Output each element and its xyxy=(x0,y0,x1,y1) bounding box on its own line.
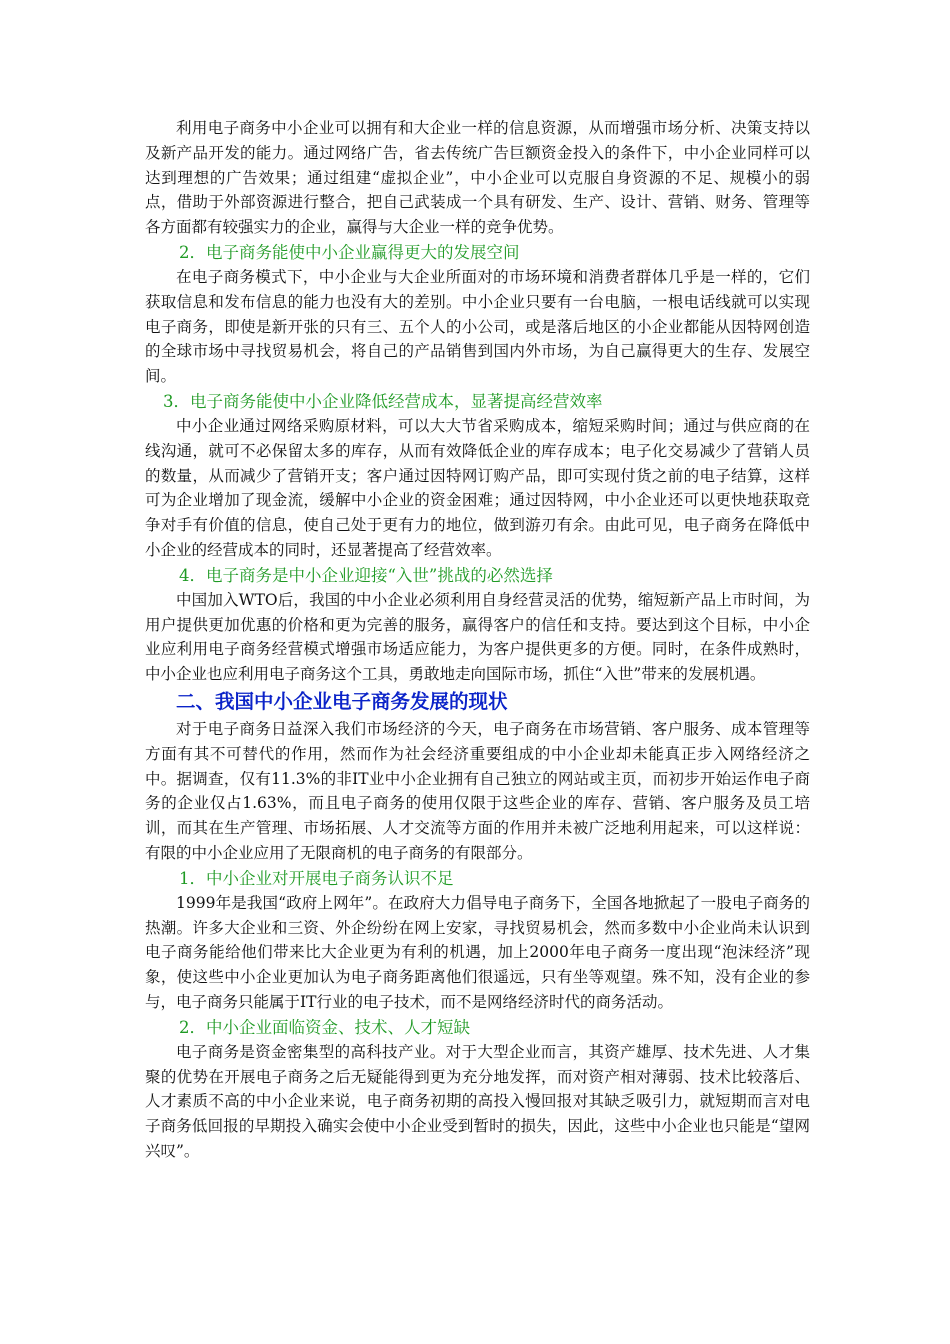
subheading: 3．电子商务能使中小企业降低经营成本，显著提高经营效率 xyxy=(163,391,603,411)
subheading: 2．中小企业面临资金、技术、人才短缺 xyxy=(179,1017,470,1037)
body-paragraph: 电子商务是资金密集型的高科技产业。对于大型企业而言，其资产雄厚、技术先进、人才集聚的优势在开展电子商务之后无疑能得到更为充分地发挥，而对资产相对薄弱、技术比较落后、人才素质不高的中小企业来说，电子商务初期的高投入慢回报对其缺乏吸引力，就短期而言对电子商务低回报的早期投入确实会使中小企业受到暂时的损失，因此，这些中小企业也只能是“望网兴叹”。 xyxy=(145,1042,810,1160)
subheading: 2．电子商务能使中小企业赢得更大的发展空间 xyxy=(179,242,520,262)
body-paragraph: 中小企业通过网络采购原材料，可以大大节省采购成本，缩短采购时间；通过与供应商的在线沟通，就可不必保留太多的库存，从而有效降低企业的库存成本；电子化交易减少了营销人员的数量，从而减少了营销开支；客户通过因特网订购产品，即可实现付货之前的电子结算，这样可为企业增加了现金流，缓解中小企业的资金困难；通过因特网，中小企业还可以更快地获取竞争对手有价值的信息，使自己处于更有力的地位，做到游刃有余。由此可见，电子商务在降低中小企业的经营成本的同时，还显著提高了经营效率。 xyxy=(145,416,810,559)
body-paragraph: 利用电子商务中小企业可以拥有和大企业一样的信息资源，从而增强市场分析、决策支持以及新产品开发的能力。通过网络广告，省去传统广告巨额资金投入的条件下，中小企业同样可以达到理想的广告效果；通过组建“虚拟企业”，中小企业可以克服自身资源的不足、规模小的弱点，借助于外部资源进行整合，把自己武装成一个具有研发、生产、设计、营销、财务、管理等各方面都有较强实力的企业，赢得与大企业一样的竞争优势。 xyxy=(145,119,810,237)
body-paragraph: 1999年是我国“政府上网年”。在政府大力倡导电子商务下，全国各地掀起了一股电子商务的热潮。许多大企业和三资、外企纷纷在网上安家，寻找贸易机会，然而多数中小企业尚未认识到电子商务能给他们带来比大企业更为有利的机遇，加上2000年电子商务一度出现“泡沫经济”现象，使这些中小企业更加认为电子商务距离他们很遥远，只有坐等观望。殊不知，没有企业的参与，电子商务只能属于IT行业的电子技术，而不是网络经济时代的商务活动。 xyxy=(145,893,810,1011)
document-body xyxy=(145,116,810,1164)
body-paragraph: 对于电子商务日益深入我们市场经济的今天，电子商务在市场营销、客户服务、成本管理等方面有其不可替代的作用，然而作为社会经济重要组成的中小企业却未能真正步入网络经济之中。据调查，仅有11.3%的非IT业中小企业拥有自己独立的网站或主页，而初步开始运作电子商务的企业仅占1.63%，而且电子商务的使用仅限于这些企业的库存、营销、客户服务及员工培训，而其在生产管理、市场拓展、人才交流等方面的作用并未被广泛地利用起来，可以这样说：有限的中小企业应用了无限商机的电子商务的有限部分。 xyxy=(145,719,810,862)
subheading: 4．电子商务是中小企业迎接“入世”挑战的必然选择 xyxy=(179,565,553,585)
body-paragraph: 中国加入WTO后，我国的中小企业必须利用自身经营灵活的优势，缩短新产品上市时间，为用户提供更加优惠的价格和更为完善的服务，赢得客户的信任和支持。要达到这个目标，中小企业应利用电子商务经营模式增强市场适应能力，为客户提供更多的方便。同时，在条件成熟时，中小企业也应利用电子商务这个工具，勇敢地走向国际市场，抓住“入世”带来的发展机遇。 xyxy=(145,590,810,684)
subheading: 1．中小企业对开展电子商务认识不足 xyxy=(179,868,454,888)
body-paragraph: 在电子商务模式下，中小企业与大企业所面对的市场环境和消费者群体几乎是一样的，它们获取信息和发布信息的能力也没有大的差别。中小企业只要有一台电脑，一根电话线就可以实现电子商务，即使是新开张的只有三、五个人的小公司，或是落后地区的小企业都能从因特网创造的全球市场中寻找贸易机会，将自己的产品销售到国内外市场，为自己赢得更大的生存、发展空间。 xyxy=(145,267,810,386)
section-heading: 二、我国中小企业电子商务发展的现状 xyxy=(176,689,508,713)
